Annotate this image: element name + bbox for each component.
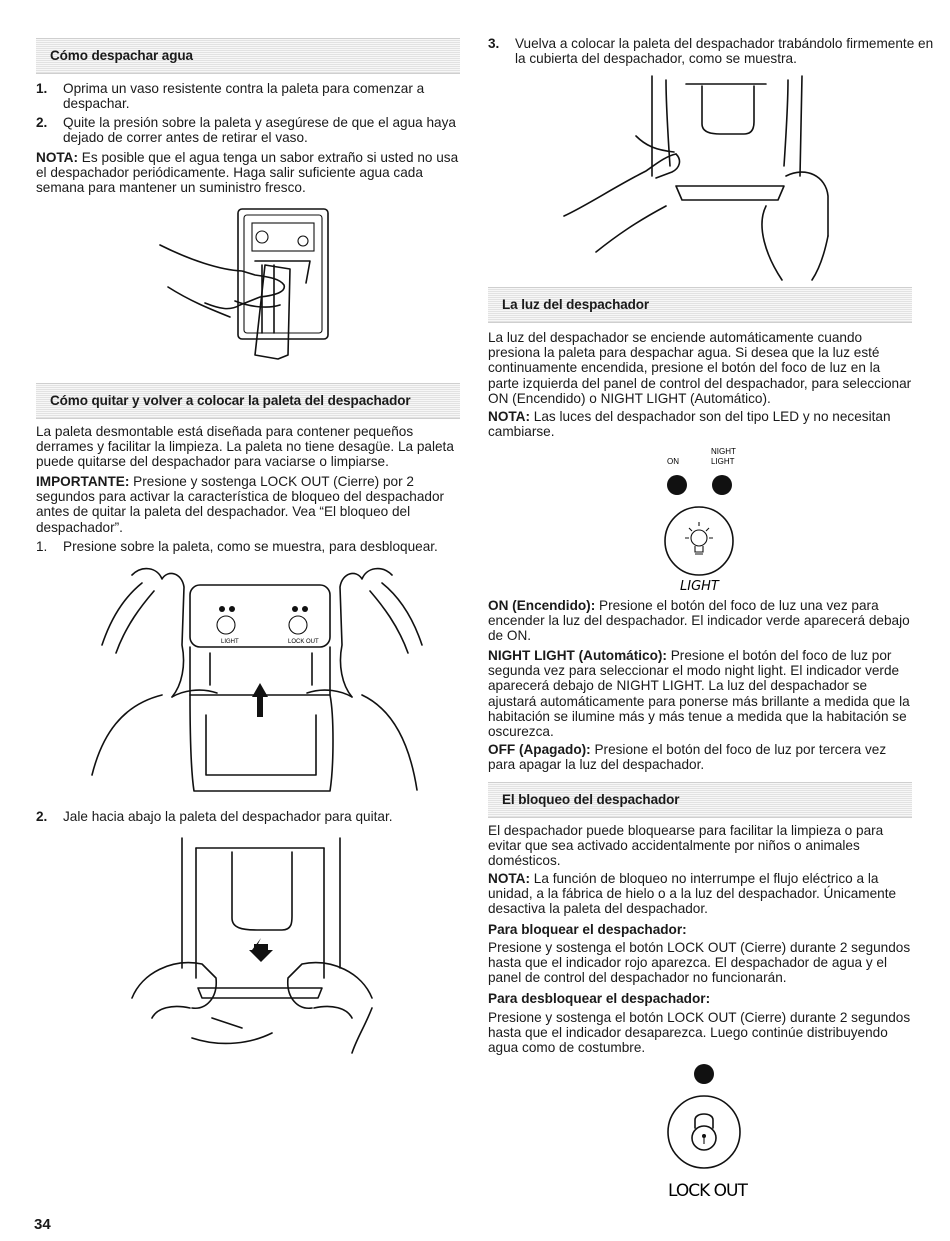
note-label: NOTA:	[488, 871, 531, 886]
list-item	[488, 36, 939, 66]
light-button-label: LIGHT	[680, 579, 719, 594]
remove-paddle-illustration	[132, 838, 372, 1058]
lockout-button	[668, 1096, 740, 1168]
lockout-label: LOCK OUT	[288, 639, 319, 645]
step-text: Vuelva a colocar la paleta del despachador trabándolo firmemente en la cubierta del despachador, como se muestra.	[515, 36, 934, 67]
lockout-control-illustration	[650, 1062, 760, 1202]
off-text: Presione el botón del foco de luz por tercera vez para apagar la luz del despachador.	[488, 742, 887, 773]
step-number: 2.	[36, 809, 48, 824]
off-paragraph	[488, 742, 912, 772]
step-number: 3.	[488, 36, 500, 51]
unlock-paddle-illustration	[82, 565, 422, 800]
step-text: Quite la presión sobre la paleta y asegúrese de que el agua haya dejado de correr antes de retirar el vaso.	[63, 115, 456, 146]
night-indicator-label-line1: NIGHT	[711, 447, 736, 456]
section-heading: El bloqueo del despachador	[502, 792, 680, 807]
on-indicator-label: ON	[667, 457, 679, 466]
on-text: Presione el botón del foco de luz una vez para encender la luz del despachador. El indicador verde aparecerá debajo de ON.	[488, 598, 910, 644]
intro-paragraph: La paleta desmontable está diseñada para contener pequeños derrames y facilitar la limpieza. La paleta no tiene desagüe. La paleta puede quitarse del despachador para vaciarse o limpiarse.	[36, 424, 454, 470]
light-label: LIGHT	[221, 639, 239, 645]
section-header-dispense-water	[36, 38, 460, 74]
step-text: Jale hacia abajo la paleta del despachador para quitar.	[63, 809, 393, 824]
note-paragraph	[488, 409, 912, 439]
lock-paragraph: Presione y sostenga el botón LOCK OUT (Cierre) durante 2 segundos hasta que el indicador rojo aparezca. El despachador de agua y el panel de control del despachador no funcionarán.	[488, 940, 911, 986]
important-paragraph	[36, 474, 460, 535]
reinstall-paddle-illustration	[556, 66, 836, 280]
on-label: ON (Encendido):	[488, 598, 596, 613]
section-heading: Cómo quitar y volver a colocar la paleta del despachador	[50, 393, 411, 408]
note-text: Las luces del despachador son del tipo LED y no necesitan cambiarse.	[488, 409, 891, 440]
note-label: NOTA:	[488, 409, 531, 424]
night-light-text: Presione el botón del foco de luz por segunda vez para seleccionar el modo night light. El indicador verde aparecerá debajo de NIGHT LIGHT. La luz del despachador se ajustará automáticamente para ponerse más brillante a medida que la habitación se ilumine más y más tenue a medida que la habitación se oscurezca.	[488, 648, 910, 740]
note-label: NOTA:	[36, 150, 79, 165]
dispense-water-illustration	[160, 205, 360, 365]
note-paragraph	[488, 871, 912, 917]
important-label: IMPORTANTE:	[36, 474, 130, 489]
light-bulb-icon	[685, 522, 713, 554]
page-number: 34	[34, 1216, 51, 1233]
section-header-dispenser-light	[488, 287, 912, 323]
list-item	[36, 115, 459, 145]
night-indicator-label-line2: LIGHT	[711, 457, 735, 466]
unlock-subheading: Para desbloquear el despachador:	[488, 991, 711, 1006]
important-text: Presione y sostenga LOCK OUT (Cierre) por 2 segundos para activar la característica de bloqueo del despachador antes de quitar la paleta del despachador. Vea “El bloqueo del despachador”.	[36, 474, 445, 535]
note-text: Es posible que el agua tenga un sabor extraño si usted no usa el despachador periódicamente. Haga salir suficiente agua cada semana para mantener un suministro fresco.	[36, 150, 459, 196]
on-indicator-dot	[667, 475, 687, 495]
padlock-icon	[692, 1114, 716, 1150]
intro-paragraph: El despachador puede bloquearse para facilitar la limpieza o para evitar que sea activado accidentalmente por niños o animales domésticos.	[488, 823, 884, 869]
section-header-dispenser-lock	[488, 782, 912, 818]
light-bulb-button	[665, 507, 733, 575]
off-label: OFF (Apagado):	[488, 742, 591, 757]
list-item	[36, 81, 459, 111]
lockout-indicator-dot	[694, 1064, 714, 1084]
step-text: Presione sobre la paleta, como se muestra, para desbloquear.	[63, 539, 438, 554]
night-light-label: NIGHT LIGHT (Automático):	[488, 648, 667, 663]
step-text: Oprima un vaso resistente contra la paleta para comenzar a despachar.	[63, 81, 425, 112]
list-item	[36, 809, 487, 824]
section-heading: Cómo despachar agua	[50, 48, 193, 63]
night-light-paragraph	[488, 648, 912, 739]
step-number: 1.	[36, 81, 48, 96]
step-number: 1.	[36, 539, 48, 554]
on-paragraph	[488, 598, 912, 644]
light-control-illustration	[640, 442, 770, 592]
note-paragraph	[36, 150, 460, 196]
section-header-remove-paddle	[36, 383, 460, 419]
night-light-indicator-dot	[712, 475, 732, 495]
lockout-button-label: LOCK OUT	[668, 1181, 747, 1201]
intro-paragraph: La luz del despachador se enciende automáticamente cuando presiona la paleta para despachar agua. Si desea que la luz esté continuamente encendida, presione el botón del foco de luz en la parte izquierda del panel de control del despachador, para seleccionar ON (Encendido) o NIGHT LIGHT (Automático).	[488, 330, 912, 406]
note-text: La función de bloqueo no interrumpe el flujo eléctrico a la unidad, a la fábrica de hielo o a la luz del despachador. Únicamente desactiva la paleta del despachador.	[488, 871, 897, 917]
list-item	[36, 539, 487, 554]
lock-subheading: Para bloquear el despachador:	[488, 922, 687, 937]
section-heading: La luz del despachador	[502, 297, 650, 312]
unlock-paragraph: Presione y sostenga el botón LOCK OUT (Cierre) durante 2 segundos hasta que el indicador desaparezca. Luego continúe distribuyendo agua como de costumbre.	[488, 1010, 911, 1056]
step-number: 2.	[36, 115, 48, 130]
